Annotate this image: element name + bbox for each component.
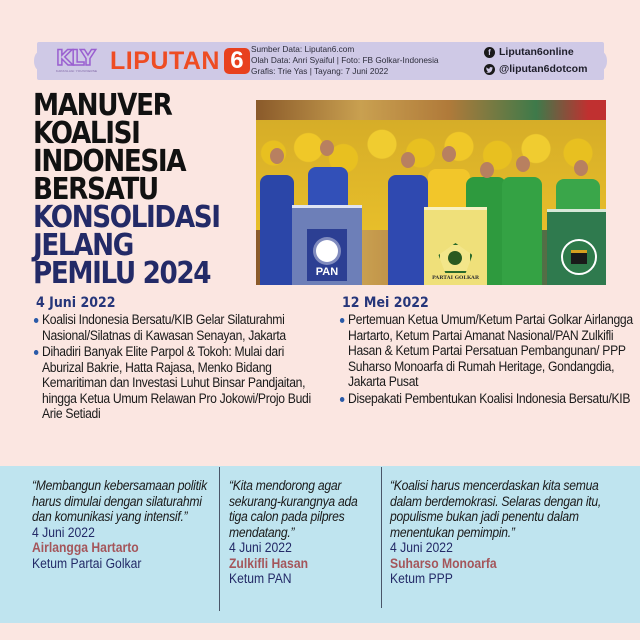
figure-head — [401, 152, 415, 168]
quote-role: Ketum Partai Golkar — [32, 555, 142, 571]
timeline-column-4-juni — [33, 296, 323, 423]
sun-icon — [316, 240, 338, 262]
twitter-handle: @liputan6dotcom — [499, 63, 588, 75]
banner-notch-right — [597, 52, 607, 70]
brand-number-badge: 6 — [224, 48, 250, 74]
quote-text: “Kita mendorong agar sekurang-kurangnya ada tiga calon pada pilpres mendatang.” — [229, 478, 358, 540]
subtitle-line-2: JELANG — [33, 228, 133, 263]
list-item: Pertemuan Ketua Umum/Ketum Partai Golkar Airlangga Hartarto, Ketum Partai Amanat Nasional/PAN Zulkifli Hasan & Ketum Partai Persatuan Pembangunan/ PPP Suharso Monoarfa di Rumah Heritage, Gondangdia, Jakarta Pusat — [339, 312, 634, 390]
page-title — [33, 88, 222, 291]
quote-text: “Membangun kebersamaan politik harus dimulai dengan silaturahmi dan komunikasi yang intensif.” — [32, 478, 207, 524]
title-line-2: KOALISI — [33, 116, 140, 151]
social-handles — [484, 44, 587, 78]
timeline-bullets — [33, 312, 323, 422]
quote-date: 4 Juni 2022 — [32, 524, 95, 540]
social-twitter[interactable] — [484, 61, 587, 78]
credit-graphic-date: Grafis: Trie Yas | Tayang: 7 Juni 2022 — [251, 66, 389, 76]
credit-source: Sumber Data: Liputan6.com — [251, 44, 355, 54]
golkar-logo — [432, 243, 479, 281]
pan-logo-text: PAN — [315, 266, 339, 278]
timeline-bullets — [339, 312, 634, 406]
podium-pan — [292, 205, 362, 285]
figure-pan-left — [260, 175, 294, 285]
figure-head — [516, 156, 530, 172]
quote-role: Ketum PPP — [390, 571, 453, 586]
list-item: Dihadiri Banyak Elite Parpol & Tokoh: Mulai dari Aburizal Bakrie, Hatta Rajasa, Menko Bidang Kemaritiman dan Investasi Luhut Binsar Pandjaitan, hingga Ketua Umum Relawan Pro Jokowi/Projo Budi Arie Setiadi — [33, 344, 323, 422]
quote-role: Ketum PAN — [229, 571, 292, 586]
facebook-handle: Liputan6online — [499, 46, 574, 58]
quote-divider — [219, 467, 220, 611]
podium-ppp — [547, 209, 606, 285]
subtitle-line-1: KONSOLIDASI — [33, 200, 220, 235]
quote-text: “Koalisi harus mencerdaskan kita semua dalam berdemokrasi. Selaras dengan itu, populisme bukan jadi penentu dalam menentukan pemimpin.” — [390, 478, 602, 540]
quote-airlangga — [32, 478, 217, 571]
brand-name: LIPUTAN — [110, 46, 220, 75]
figure-head — [480, 162, 494, 178]
quote-speaker: Airlangga Hartarto — [32, 540, 139, 555]
facebook-icon: f — [484, 47, 495, 58]
twitter-icon — [484, 64, 495, 75]
figure-head — [320, 140, 334, 156]
quote-speaker: Zulkifli Hasan — [229, 555, 309, 571]
timeline-column-12-mei — [339, 296, 634, 407]
subtitle-line-3: PEMILU 2024 — [33, 256, 211, 291]
title-line-4: BERSATU — [33, 172, 158, 207]
timeline-date: 12 Mei 2022 — [342, 295, 429, 311]
figure-head — [442, 146, 456, 162]
podium-golkar — [424, 207, 487, 285]
kly-logo — [56, 47, 108, 75]
quote-zulkifli — [229, 478, 379, 587]
quote-date: 4 Juni 2022 — [390, 540, 453, 555]
figure-ppp-middle — [502, 177, 542, 285]
quote-divider — [381, 467, 382, 608]
title-line-3: INDONESIA — [33, 144, 186, 179]
timeline-date: 4 Juni 2022 — [36, 295, 116, 311]
quote-date: 4 Juni 2022 — [229, 540, 292, 555]
event-photo — [256, 100, 606, 285]
liputan6-logo — [110, 46, 250, 76]
kly-tagline: KAPANLAGI YOUNIVERSE — [56, 69, 98, 73]
figure-head — [270, 148, 284, 164]
list-item: Koalisi Indonesia Bersatu/KIB Gelar Silaturahmi Nasional/Silatnas di Kawasan Senayan, Jakarta — [33, 312, 323, 343]
credit-data-photo: Olah Data: Anri Syaiful | Foto: FB Golkar-Indonesia — [251, 55, 439, 65]
ppp-kaaba-icon — [561, 239, 597, 275]
quote-speaker: Suharso Monoarfa — [390, 555, 497, 571]
credits — [251, 44, 439, 77]
title-line-1: MANUVER — [33, 88, 172, 123]
kly-logo-text: KLY — [56, 46, 95, 70]
golkar-logo-text: PARTAI GOLKAR — [431, 275, 480, 281]
social-facebook[interactable] — [484, 44, 587, 61]
banner-notch-left — [34, 52, 44, 70]
banyan-tree-icon — [438, 243, 472, 273]
figure-head — [574, 160, 588, 176]
figure-pan-handshake — [388, 175, 428, 285]
list-item: Disepakati Pembentukan Koalisi Indonesia Bersatu/KIB — [339, 391, 634, 407]
quote-suharso — [390, 478, 630, 587]
pan-logo — [307, 229, 347, 281]
